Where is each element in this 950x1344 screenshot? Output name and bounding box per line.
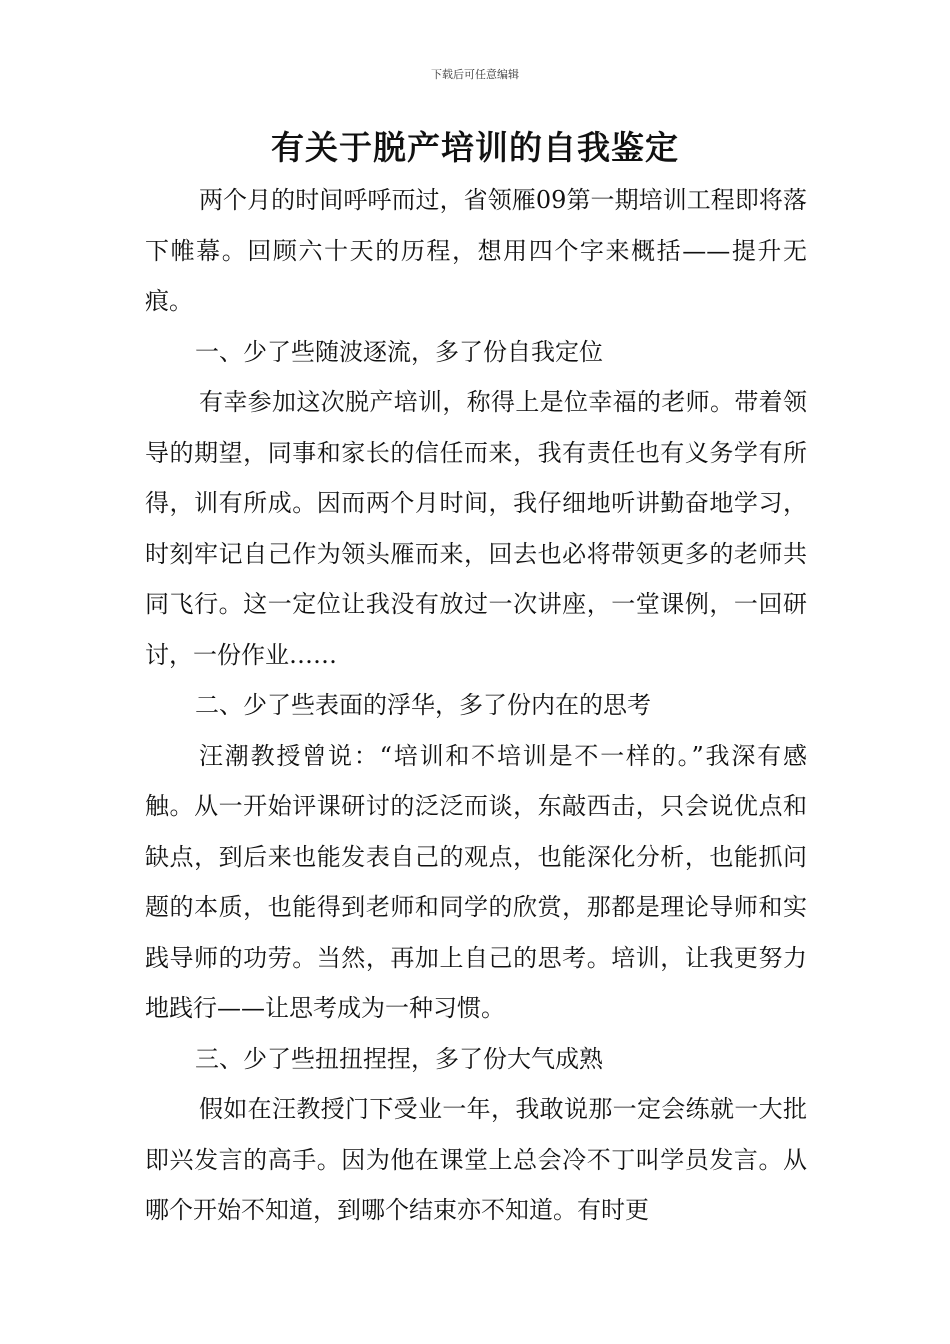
paragraph-intro: 两个月的时间呼呼而过，省领雁09第一期培训工程即将落下帷幕。回顾六十天的历程，想用四个字来概括——提升无痕。	[145, 186, 807, 315]
document-title: 有关于脱产培训的自我鉴定	[271, 128, 679, 167]
paragraph-section-1: 有幸参加这次脱产培训，称得上是位幸福的老师。带着领导的期望，同事和家长的信任而来，我有责任也有义务学有所得，训有所成。因而两个月时间，我仔细地听讲勤奋地学习，时刻牢记自己作为领头雁而来，回去也必将带领更多的老师共同飞行。这一定位让我没有放过一次讲座，一堂课例，一回研讨，一份作业……	[145, 388, 807, 669]
section-heading-2: 二、少了些表面的浮华，多了份内在的思考	[195, 691, 651, 719]
section-heading-1: 一、少了些随波逐流，多了份自我定位	[195, 337, 603, 366]
paragraph-section-2: 汪潮教授曾说：“培训和不培训是不一样的。”我深有感触。从一开始评课研讨的泛泛而谈，东敲西击，只会说优点和缺点，到后来也能发表自己的观点，也能深化分析，也能抓问题的本质，也能得到老师和同学的欣赏，那都是理论导师和实践导师的功劳。当然，再加上自己的思考。培训，让我更努力地践行——让思考成为一种习惯。	[145, 741, 807, 1022]
paragraph-section-3: 假如在汪教授门下受业一年，我敢说那一定会练就一大批即兴发言的高手。因为他在课堂上总会冷不丁叫学员发言。从哪个开始不知道，到哪个结束亦不知道。有时更	[145, 1095, 807, 1224]
section-heading-3: 三、少了些扭扭捏捏，多了份大气成熟	[195, 1044, 603, 1073]
header-note: 下载后可任意编辑	[431, 68, 519, 81]
document-body	[145, 175, 807, 1236]
